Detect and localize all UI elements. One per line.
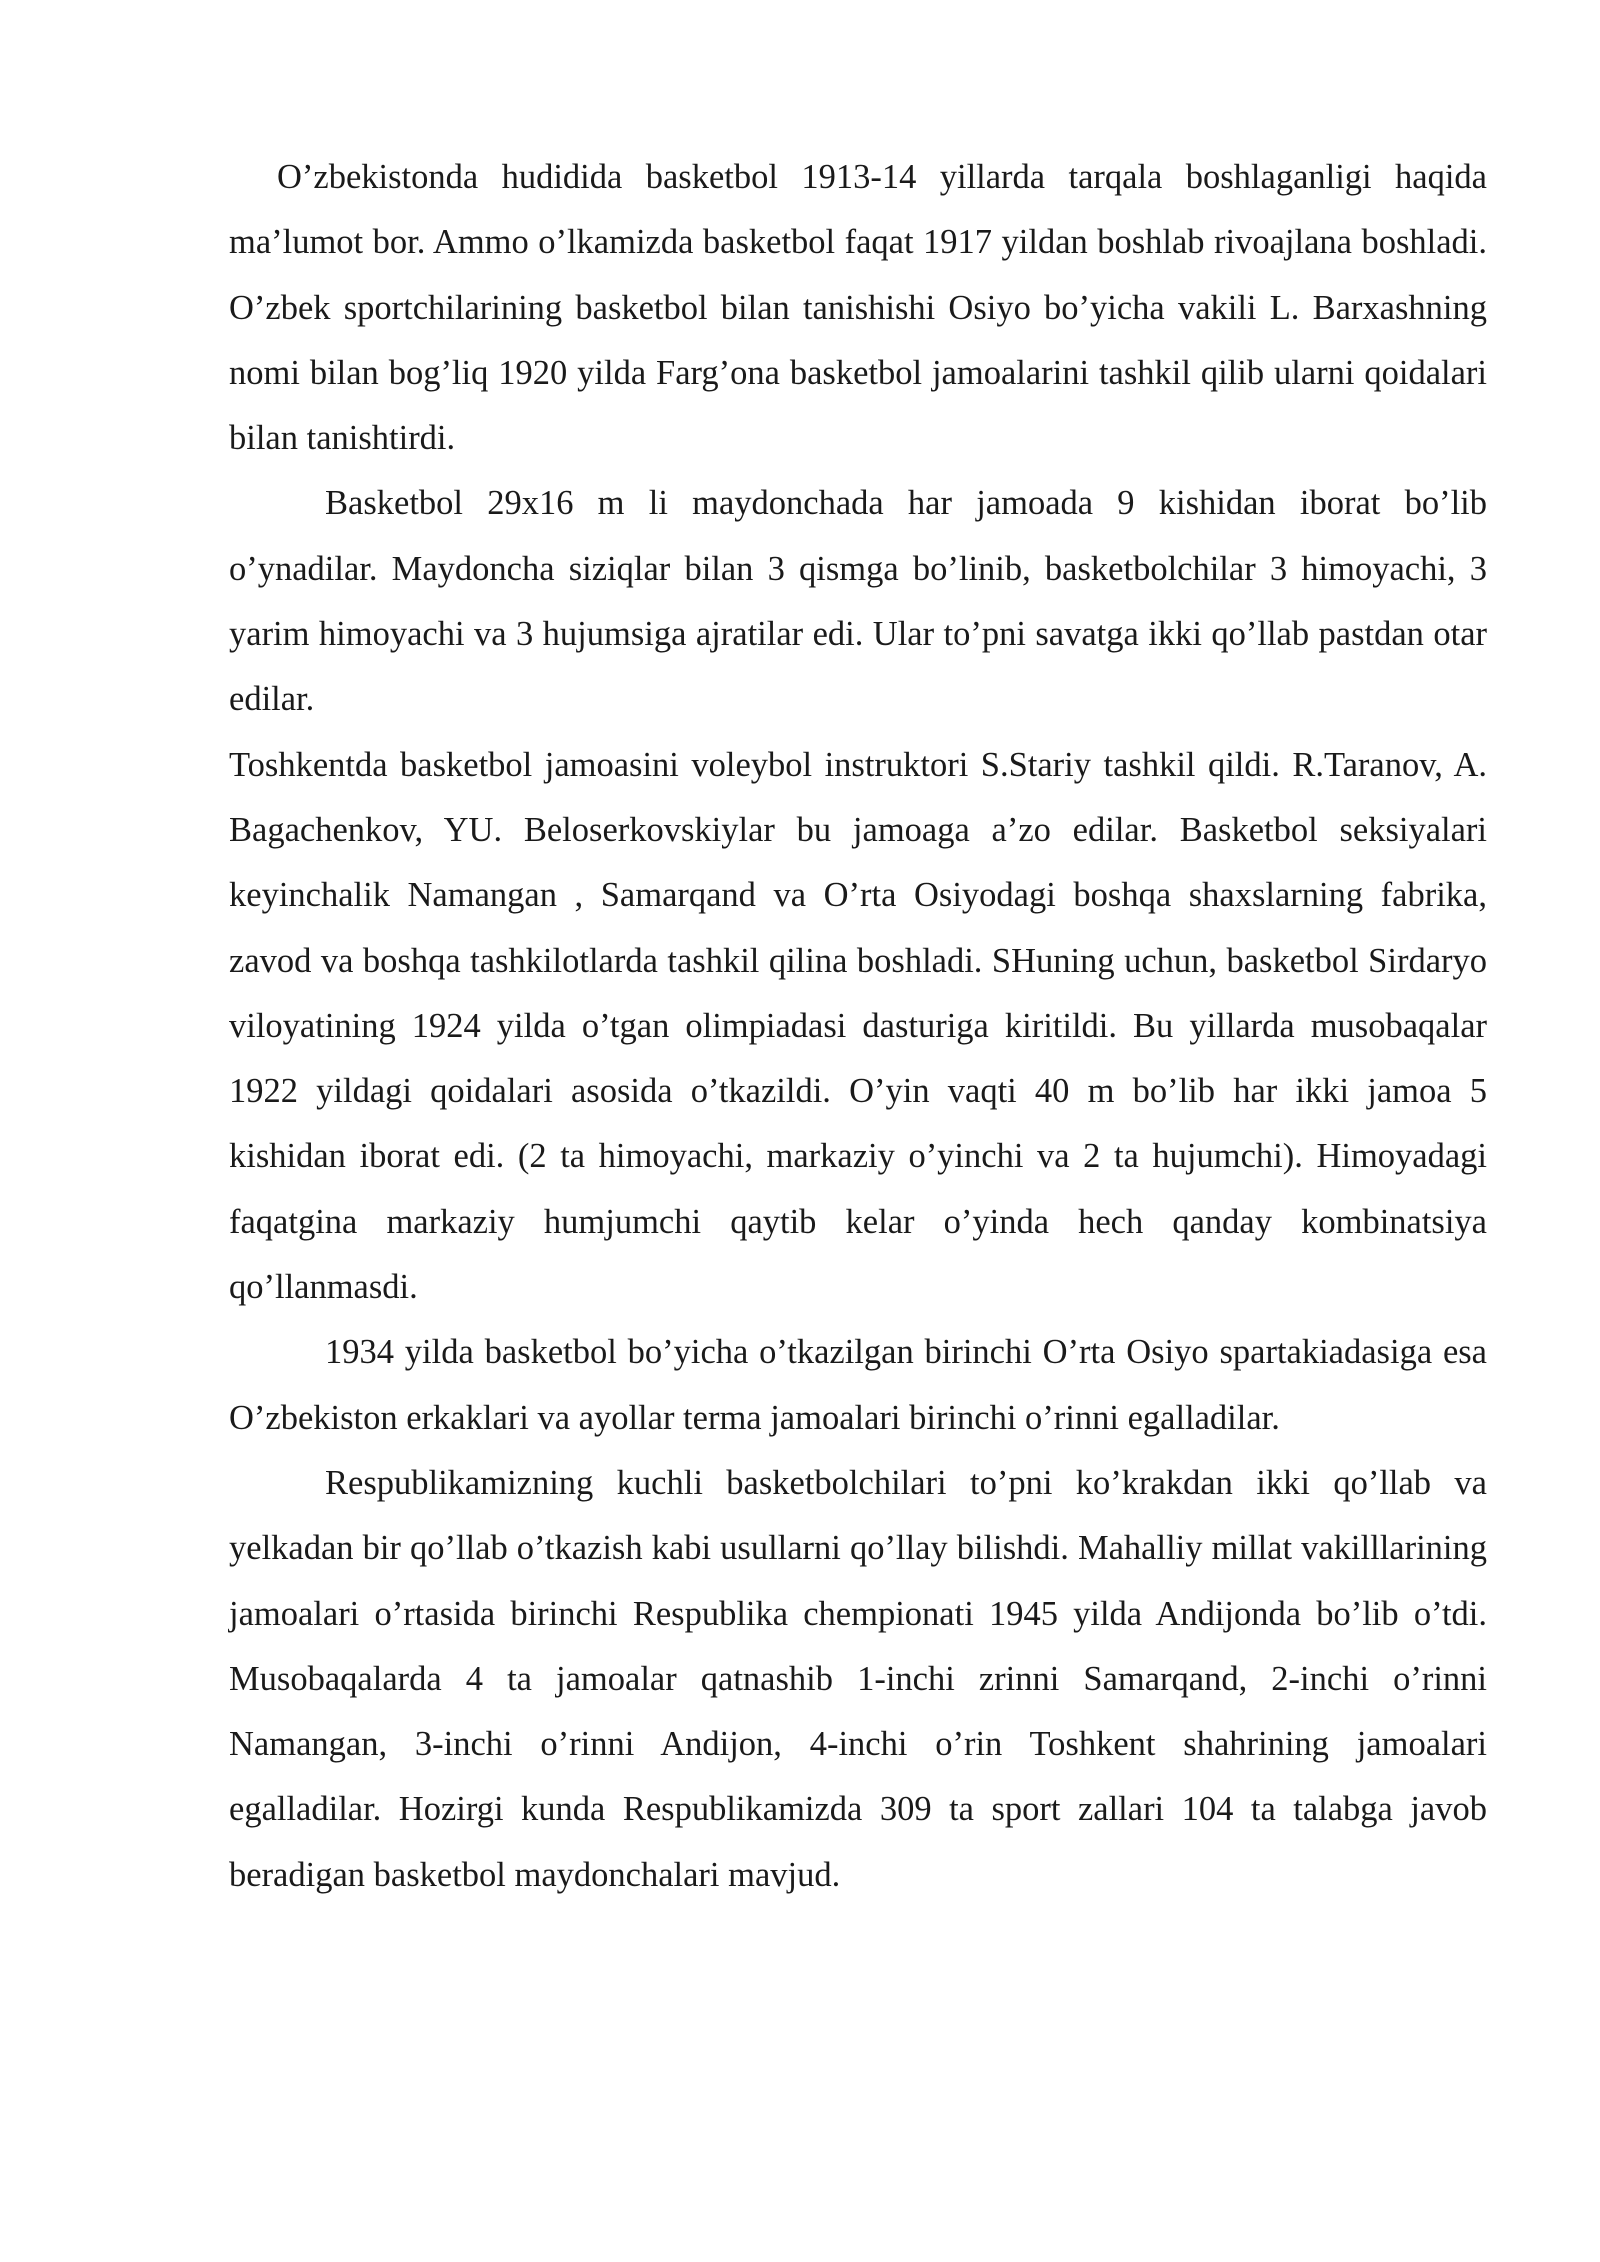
paragraph-rules-1920s: Basketbol 29x16 m li maydonchada har jamoada 9 kishidan iborat bo’lib o’ynadilar. Maydoncha siziqlar bilan 3 qismga bo’linib, basketbolchilar 3 himoyachi, 3 yarim himoyachi va 3 hujumsiga ajratilar edi. Ular to’pni savatga ikki qo’llab pastdan otar edilar. (229, 484, 1487, 719)
paragraph-spartakiad-1934: 1934 yilda basketbol bo’yicha o’tkazilgan birinchi O’rta Osiyo spartakiadasiga esa O’zbekiston erkaklari va ayollar terma jamoalari birinchi o’rinni egalladilar. (229, 1333, 1487, 1437)
document-body (229, 145, 1487, 1908)
paragraph-tashkent-team: Toshkentda basketbol jamoasini voleybol instruktori S.Stariy tashkil qildi. R.Taranov, A. Bagachenkov, YU. Beloserkovskiylar bu jamoaga a’zo edilar. Basketbol seksiyalari keyinchalik Namangan , Samarqand va O’rta Osiyodagi boshqa shaxslarning fabrika, zavod va boshqa tashkilotlarda tashkil qilina boshladi. SHuning uchun, basketbol Sirdaryo viloyatining 1924 yilda o’tgan olimpiadasi dasturiga kiritildi. Bu yillarda musobaqalar 1922 yildagi qoidalari asosida o’tkazildi. O’yin vaqti 40 m bo’lib har ikki jamoa 5 kishidan iborat edi. (2 ta himoyachi, markaziy o’yinchi va 2 ta hujumchi). Himoyadagi faqatgina markaziy humjumchi qaytib kelar o’yinda hech qanday kombinatsiya qo’llanmasdi. (229, 745, 1487, 1307)
paragraph-championship-1945: Respublikamizning kuchli basketbolchilari to’pni ko’krakdan ikki qo’llab va yelkadan bir qo’llab o’tkazish kabi usullarni qo’llay bilishdi. Mahalliy millat vakilllarining jamoalari o’rtasida birinchi Respublika chempionati 1945 yilda Andijonda bo’lib o’tdi. Musobaqalarda 4 ta jamoalar qatnashib 1-inchi zrinni Samarqand, 2-inchi o’rinni Namangan, 3-inchi o’rinni Andijon, 4-inchi o’rin Toshkent shahrining jamoalari egalladilar. Hozirgi kunda Respublikamizda 309 ta sport zallari 104 ta talabga javob beradigan basketbol maydonchalari mavjud. (229, 1463, 1487, 1894)
paragraph-intro: O’zbekistonda hudidida basketbol 1913-14 yillarda tarqala boshlaganligi haqida ma’lumot bor. Ammo o’lkamizda basketbol faqat 1917 yildan boshlab rivoajlana boshladi. O’zbek sportchilarining basketbol bilan tanishishi Osiyo bo’yicha vakili L. Barxashning nomi bilan bog’liq 1920 yilda Farg’ona basketbol jamoalarini tashkil qilib ularni qoidalari bilan tanishtirdi. (229, 158, 1487, 458)
